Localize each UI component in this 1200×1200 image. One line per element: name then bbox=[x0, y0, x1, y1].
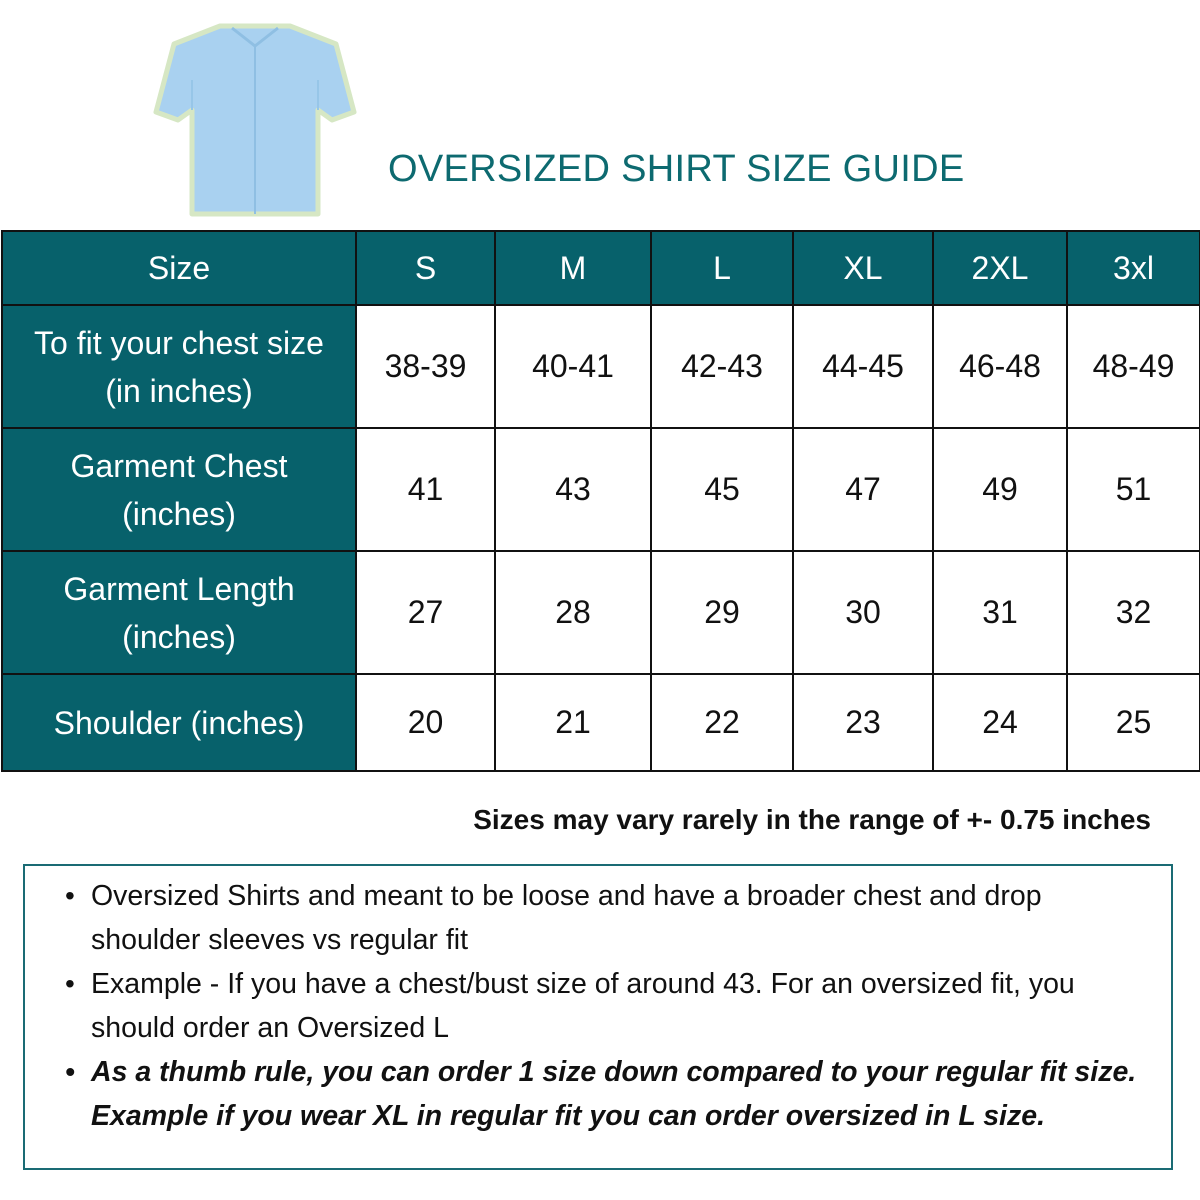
table-cell: 46-48 bbox=[933, 305, 1067, 428]
info-list bbox=[25, 866, 1171, 1138]
bullet-icon: • bbox=[65, 880, 75, 911]
list-item bbox=[65, 1050, 1151, 1138]
row-label: To fit your chest size (in inches) bbox=[2, 305, 356, 428]
bullet-icon: • bbox=[65, 968, 75, 999]
header-cell: 3xl bbox=[1067, 231, 1200, 305]
table-cell: 48-49 bbox=[1067, 305, 1200, 428]
list-item-text: Oversized Shirts and meant to be loose and have a broader chest and drop shoulder sleeves vs regular fit bbox=[91, 880, 1042, 956]
table-cell: 41 bbox=[356, 428, 495, 551]
table-cell: 47 bbox=[793, 428, 933, 551]
row-label: Shoulder (inches) bbox=[2, 674, 356, 771]
table-cell: 40-41 bbox=[495, 305, 651, 428]
table-cell: 29 bbox=[651, 551, 793, 674]
table-cell: 23 bbox=[793, 674, 933, 771]
row-label: Garment Length (inches) bbox=[2, 551, 356, 674]
table-row bbox=[2, 428, 1200, 551]
table-cell: 27 bbox=[356, 551, 495, 674]
table-cell: 20 bbox=[356, 674, 495, 771]
table-row bbox=[2, 305, 1200, 428]
bullet-icon: • bbox=[65, 1056, 75, 1087]
header-cell: S bbox=[356, 231, 495, 305]
table-cell: 49 bbox=[933, 428, 1067, 551]
header-cell: Size bbox=[2, 231, 356, 305]
table-cell: 45 bbox=[651, 428, 793, 551]
table-cell: 30 bbox=[793, 551, 933, 674]
table-cell: 28 bbox=[495, 551, 651, 674]
page-title: OVERSIZED SHIRT SIZE GUIDE bbox=[388, 148, 965, 190]
size-table bbox=[1, 230, 1200, 772]
table-cell: 32 bbox=[1067, 551, 1200, 674]
table-cell: 25 bbox=[1067, 674, 1200, 771]
table-cell: 24 bbox=[933, 674, 1067, 771]
table-cell: 42-43 bbox=[651, 305, 793, 428]
header-cell: M bbox=[495, 231, 651, 305]
table-cell: 31 bbox=[933, 551, 1067, 674]
table-cell: 21 bbox=[495, 674, 651, 771]
size-variance-note: Sizes may vary rarely in the range of +- 0.75 inches bbox=[473, 804, 1151, 835]
shirt-icon bbox=[150, 20, 360, 220]
table-row bbox=[2, 674, 1200, 771]
table-cell: 43 bbox=[495, 428, 651, 551]
info-box bbox=[23, 864, 1173, 1170]
table-row bbox=[2, 551, 1200, 674]
list-item-text: Example - If you have a chest/bust size of around 43. For an oversized fit, you should order an Oversized L bbox=[91, 968, 1075, 1044]
header-cell: L bbox=[651, 231, 793, 305]
list-item bbox=[65, 874, 1151, 962]
table-cell: 22 bbox=[651, 674, 793, 771]
table-cell: 38-39 bbox=[356, 305, 495, 428]
row-label: Garment Chest (inches) bbox=[2, 428, 356, 551]
list-item bbox=[65, 962, 1151, 1050]
table-cell: 51 bbox=[1067, 428, 1200, 551]
table-cell: 44-45 bbox=[793, 305, 933, 428]
header-cell: 2XL bbox=[933, 231, 1067, 305]
header-cell: XL bbox=[793, 231, 933, 305]
table-header-row bbox=[2, 231, 1200, 305]
list-item-text: As a thumb rule, you can order 1 size down compared to your regular fit size. Example if you wear XL in regular fit you can order oversized in L size. bbox=[91, 1056, 1137, 1132]
